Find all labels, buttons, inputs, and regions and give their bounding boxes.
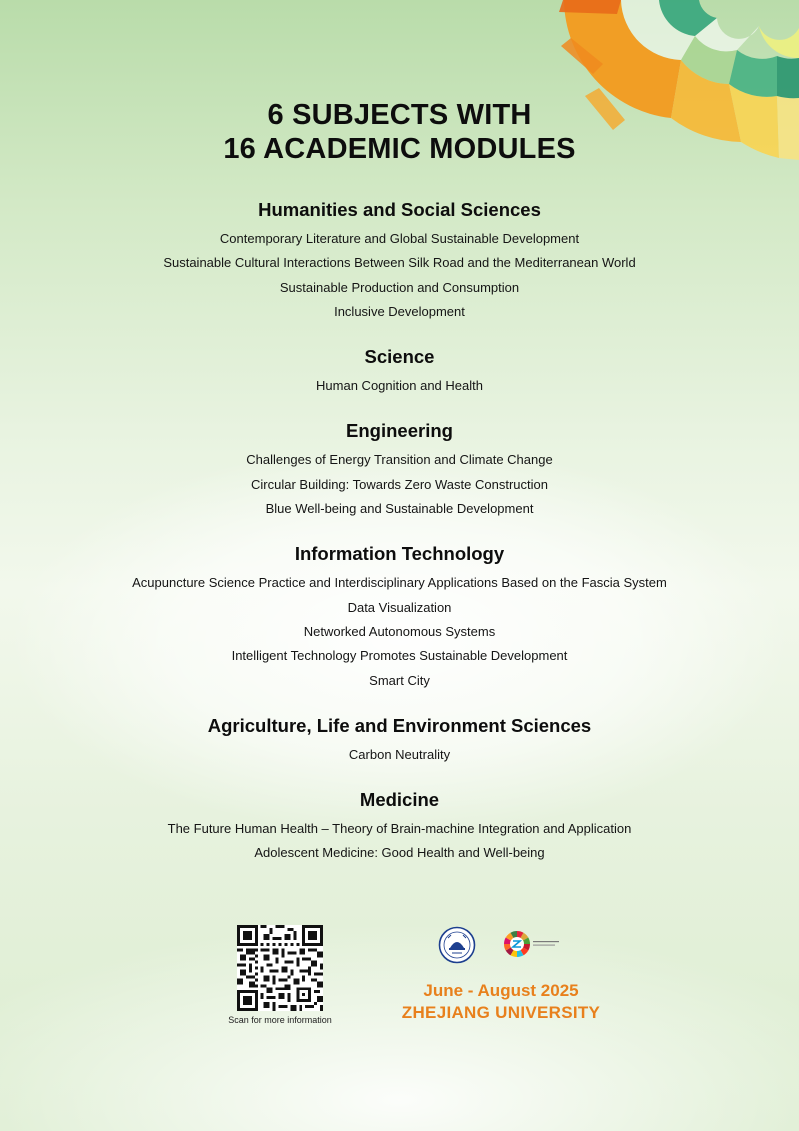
module-item: Blue Well-being and Sustainable Development [265, 501, 534, 517]
zhejiang-university-logo [438, 926, 476, 964]
section-agriculture [0, 713, 799, 767]
section-medicine [0, 787, 799, 866]
event-university: ZHEJIANG UNIVERSITY [401, 1003, 601, 1022]
module-item: Sustainable Cultural Interactions Between Silk Road and the Mediterranean World [163, 255, 636, 271]
module-item: Acupuncture Science Practice and Interdisciplinary Applications Based on the Fascia System [132, 575, 667, 591]
module-item: Networked Autonomous Systems [303, 623, 496, 639]
section-science [0, 344, 799, 398]
section-engineering [0, 418, 799, 521]
section-information-technology [0, 541, 799, 692]
sdg-wheel-logo [502, 929, 562, 959]
module-item: The Future Human Health – Theory of Brain-machine Integration and Application [167, 821, 632, 837]
module-item: Inclusive Development [334, 303, 465, 319]
module-item: Circular Building: Towards Zero Waste Construction [251, 476, 548, 492]
event-info [376, 980, 626, 1024]
module-item: Human Cognition and Health [316, 378, 483, 394]
module-item: Smart City [369, 672, 430, 688]
module-item: Challenges of Energy Transition and Climate Change [246, 452, 553, 468]
section-heading: Engineering [346, 420, 453, 442]
page-title [0, 98, 799, 166]
section-heading: Science [364, 346, 435, 368]
page-title-line-2: 16 ACADEMIC MODULES [223, 133, 576, 165]
module-item: Carbon Neutrality [348, 746, 451, 762]
section-heading: Information Technology [294, 543, 505, 565]
qr-caption: Scan for more information [228, 1015, 332, 1025]
module-item: Contemporary Literature and Global Sustainable Development [219, 231, 580, 246]
partner-logos [436, 924, 566, 964]
section-heading: Medicine [359, 789, 440, 811]
module-item: Intelligent Technology Promotes Sustainable Development [231, 648, 568, 664]
page-title-line-1: 6 SUBJECTS WITH [267, 99, 532, 131]
section-humanities [0, 197, 799, 324]
qr-code-icon[interactable] [237, 925, 323, 1011]
event-dates: June - August 2025 [423, 981, 579, 1000]
module-item: Data Visualization [347, 599, 452, 615]
module-item: Sustainable Production and Consumption [279, 279, 520, 295]
subject-sections [0, 197, 799, 886]
qr-code-block [222, 925, 338, 1026]
module-item: Adolescent Medicine: Good Health and Well-being [254, 845, 545, 861]
section-heading: Agriculture, Life and Environment Sciences [207, 714, 592, 736]
section-heading: Humanities and Social Sciences [258, 199, 541, 220]
